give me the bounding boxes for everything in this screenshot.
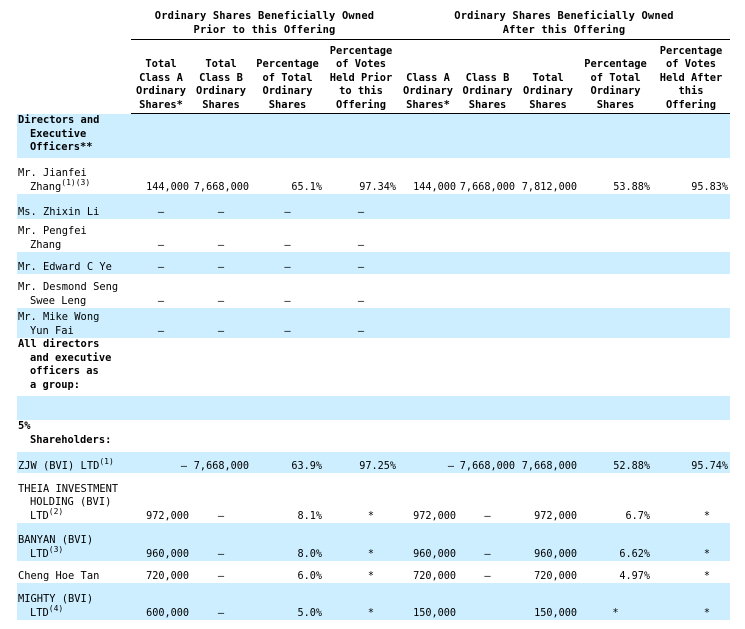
- empty-cell: [517, 396, 579, 420]
- cell-value: *: [703, 510, 711, 522]
- cell-value: [517, 274, 579, 308]
- section-label-line: All directors: [18, 338, 100, 350]
- cell-value: *: [367, 510, 374, 522]
- empty-cell: [191, 396, 251, 420]
- holder-name: [17, 452, 131, 473]
- cell-value: —: [251, 252, 324, 274]
- section-label-line: 5%: [18, 420, 31, 432]
- column-header-5: [398, 40, 458, 114]
- column-header-line: Shares: [468, 98, 507, 111]
- column-header-line: of Total: [590, 71, 641, 84]
- column-header-4: [324, 40, 398, 114]
- section-label-line: Officers**: [30, 141, 93, 153]
- cell-value: —: [191, 194, 251, 219]
- cell-value: [458, 252, 517, 274]
- cell-value: 8.1%: [297, 510, 322, 522]
- column-header-line: Ordinary: [135, 85, 187, 97]
- holder-name: [17, 219, 131, 252]
- holder-name: [17, 274, 131, 308]
- column-header-line: Ordinary: [522, 85, 574, 97]
- empty-cell: [131, 114, 191, 158]
- section-row-shareholders: [17, 420, 730, 452]
- table-row: [17, 452, 730, 473]
- cell-value: 7,668,000: [191, 452, 251, 473]
- cell-value: —: [484, 569, 491, 582]
- empty-cell: [324, 420, 398, 452]
- cell-value: 720,000: [146, 570, 189, 582]
- table-row: [17, 523, 730, 561]
- cell-value: 65.1%: [291, 181, 322, 193]
- column-header-line: Held Prior: [329, 71, 393, 84]
- column-header-6: [458, 40, 517, 114]
- column-header-line: Shares*: [139, 98, 183, 111]
- cell-value: 720,000: [534, 570, 577, 582]
- cell-value: —: [191, 252, 251, 274]
- empty-cell: [251, 396, 324, 420]
- cell-value: 150,000: [517, 583, 579, 620]
- cell-value: *: [324, 583, 398, 620]
- cell-value: 7,812,000: [521, 181, 577, 193]
- holder-name-line: Swee Leng: [30, 294, 87, 307]
- cell-value: —: [284, 238, 291, 251]
- holder-name-line: ZJW (BVI) LTD: [18, 459, 100, 472]
- holder-name: [17, 523, 131, 561]
- column-header-line: Shares: [596, 98, 635, 111]
- holder-name-line: Mr. Pengfei: [18, 225, 87, 237]
- empty-cell: [458, 114, 517, 158]
- column-header-line: Ordinary: [590, 85, 641, 97]
- empty-cell: [458, 420, 517, 452]
- section-label-line: Shareholders:: [30, 433, 112, 446]
- beneficial-ownership-table: [17, 6, 730, 620]
- table-row: [17, 194, 730, 219]
- empty-cell: [579, 114, 652, 158]
- cell-value: —: [324, 308, 398, 338]
- empty-cell: [517, 420, 579, 452]
- cell-value: 6.0%: [297, 570, 322, 582]
- cell-value: —: [284, 294, 291, 307]
- cell-value: [517, 308, 579, 338]
- column-header-line: of Votes: [666, 58, 717, 70]
- holder-name: [17, 308, 131, 338]
- empty-cell: [131, 338, 191, 396]
- empty-cell: [324, 338, 398, 396]
- empty-cell: [324, 114, 398, 158]
- column-header-line: Percentage: [659, 44, 723, 57]
- empty-cell: [398, 338, 458, 396]
- cell-value: —: [191, 308, 251, 338]
- cell-value: —: [131, 194, 191, 219]
- cell-value: [458, 194, 517, 219]
- table-row: [17, 308, 730, 338]
- column-header-line: Shares: [202, 98, 240, 111]
- cell-value: [652, 308, 730, 338]
- table-row: [17, 274, 730, 308]
- cell-value: [652, 274, 730, 308]
- column-header-line: Shares: [268, 98, 307, 111]
- empty-cell: [652, 420, 730, 452]
- holder-name: [17, 194, 131, 219]
- footnote-ref: (4): [48, 603, 64, 613]
- cell-value: [517, 219, 579, 252]
- footnote-ref: (1)(3): [61, 177, 91, 187]
- column-header-line: Ordinary: [402, 85, 454, 97]
- section-label-line: and executive: [30, 351, 112, 364]
- cell-value: 53.88%: [613, 181, 650, 193]
- column-header-line: Ordinary: [462, 85, 513, 97]
- footnote-ref: (1): [99, 456, 114, 466]
- cell-value: —: [131, 308, 191, 338]
- empty-cell: [458, 396, 517, 420]
- holder-name: [17, 158, 131, 194]
- cell-value: 95.74%: [652, 452, 730, 473]
- table-body: [17, 114, 730, 620]
- cell-value: —: [251, 194, 324, 219]
- empty-cell: [398, 396, 458, 420]
- cell-value: —: [157, 238, 165, 251]
- cell-value: 7,668,000: [193, 181, 249, 193]
- group-header-after-line1: Ordinary Shares Beneficially Owned: [454, 10, 674, 22]
- cell-value: 97.25%: [324, 452, 398, 473]
- holder-name-line: HOLDING (BVI): [30, 496, 112, 508]
- holder-name-line: Zhang: [30, 238, 62, 251]
- empty-cell: [324, 396, 398, 420]
- table-row: [17, 561, 730, 583]
- section-row-all_directors: [17, 338, 730, 396]
- cell-value: *: [703, 570, 711, 582]
- holder-name-line: Mr. Jianfei: [18, 167, 87, 179]
- holder-name-line: LTD: [30, 509, 49, 522]
- cell-value: 95.83%: [691, 181, 729, 193]
- section-label-line: Directors and: [18, 114, 100, 126]
- column-header-9: [652, 40, 730, 114]
- holder-name-line: LTD: [30, 547, 49, 560]
- column-header-line: Held After: [659, 71, 723, 84]
- column-header-line: Class B: [199, 71, 243, 84]
- column-header-line: Percentage: [329, 44, 393, 57]
- cell-value: 960,000: [131, 523, 191, 561]
- column-header-line: Total: [145, 58, 177, 70]
- cell-value: [398, 274, 458, 308]
- empty-cell: [398, 420, 458, 452]
- cell-value: [579, 274, 652, 308]
- empty-cell: [191, 338, 251, 396]
- holder-name-line: BANYAN (BVI): [18, 534, 94, 546]
- empty-cell: [517, 338, 579, 396]
- cell-value: —: [191, 583, 251, 620]
- cell-value: 144,000: [413, 181, 456, 193]
- group-header-after-line2: After this Offering: [502, 23, 626, 36]
- cell-value: [579, 194, 652, 219]
- empty-cell: [191, 420, 251, 452]
- group-header-after: [398, 6, 730, 40]
- column-header-line: Ordinary: [195, 85, 247, 97]
- empty-cell: [458, 338, 517, 396]
- cell-value: 5.0%: [251, 583, 324, 620]
- cell-value: —: [357, 238, 365, 251]
- cell-value: [458, 583, 517, 620]
- cell-value: 52.88%: [579, 452, 652, 473]
- section-row-directors: [17, 114, 730, 158]
- section-label: [17, 420, 131, 452]
- holder-name-line: Mr. Edward C Ye: [18, 260, 112, 273]
- cell-value: 150,000: [398, 583, 458, 620]
- holder-name: [17, 252, 131, 274]
- empty-cell: [652, 338, 730, 396]
- column-header-row: [17, 40, 730, 114]
- table-row: [17, 583, 730, 620]
- column-header-2: [191, 40, 251, 114]
- cell-value: —: [324, 194, 398, 219]
- empty-cell: [131, 396, 191, 420]
- cell-value: 97.34%: [359, 181, 396, 193]
- column-header-line: Class A: [406, 71, 450, 84]
- cell-value: —: [191, 523, 251, 561]
- empty-cell: [579, 420, 652, 452]
- holder-name-line: Cheng Hoe Tan: [18, 569, 100, 582]
- cell-value: [517, 194, 579, 219]
- column-header-3: [251, 40, 324, 114]
- holder-name-line: Yun Fai: [30, 324, 74, 337]
- column-header-line: to this: [339, 85, 383, 97]
- cell-value: 972,000: [413, 510, 456, 522]
- cell-value: [458, 219, 517, 252]
- cell-value: 63.9%: [251, 452, 324, 473]
- column-header-line: this: [678, 85, 704, 97]
- cell-value: —: [458, 523, 517, 561]
- empty-cell: [517, 114, 579, 158]
- cell-value: *: [652, 583, 730, 620]
- column-header-line: Total: [532, 71, 564, 84]
- section-label: [17, 114, 131, 158]
- cell-value: [652, 252, 730, 274]
- column-header-1: [131, 40, 191, 114]
- column-header-7: [517, 40, 579, 114]
- cell-value: 8.0%: [251, 523, 324, 561]
- cell-value: [398, 252, 458, 274]
- section-label-line: Executive: [30, 127, 87, 140]
- cell-value: —: [131, 452, 191, 473]
- cell-value: [398, 308, 458, 338]
- cell-value: [652, 194, 730, 219]
- header-blank: [17, 6, 131, 40]
- table-row: [17, 158, 730, 194]
- column-header-line: of Votes: [335, 58, 387, 70]
- cell-value: —: [251, 308, 324, 338]
- holder-name-line: Ms. Zhixin Li: [18, 205, 100, 218]
- cell-value: 972,000: [146, 510, 189, 522]
- spacer-row: [17, 396, 730, 420]
- cell-value: [652, 219, 730, 252]
- cell-value: 4.97%: [619, 570, 650, 582]
- cell-value: —: [357, 294, 365, 307]
- group-header-prior: [131, 6, 398, 40]
- cell-value: —: [217, 509, 225, 522]
- cell-value: —: [217, 294, 225, 307]
- cell-value: —: [157, 294, 165, 307]
- cell-value: [458, 308, 517, 338]
- holder-name-line: Mr. Mike Wong: [18, 311, 100, 323]
- holder-name: [17, 561, 131, 583]
- holder-name-line: THEIA INVESTMENT: [18, 482, 119, 495]
- column-header-line: Offering: [335, 98, 387, 111]
- empty-cell: [398, 114, 458, 158]
- column-header-line: Class A: [139, 71, 183, 84]
- footnote-ref: (2): [48, 506, 64, 516]
- section-label: [17, 338, 131, 396]
- empty-cell: [251, 420, 324, 452]
- table-row: [17, 219, 730, 252]
- column-header-line: Shares*: [406, 98, 450, 111]
- cell-value: [579, 219, 652, 252]
- empty-cell: [579, 338, 652, 396]
- cell-value: 6.62%: [579, 523, 652, 561]
- cell-value: *: [652, 523, 730, 561]
- cell-value: [458, 274, 517, 308]
- empty-cell: [579, 396, 652, 420]
- column-header-line: Shares: [529, 98, 567, 111]
- group-header-prior-line1: Ordinary Shares Beneficially Owned: [154, 10, 375, 22]
- cell-value: [517, 252, 579, 274]
- cell-value: 600,000: [131, 583, 191, 620]
- empty-cell: [131, 420, 191, 452]
- holder-name-line: Zhang: [30, 180, 62, 193]
- column-header-line: of Total: [262, 71, 313, 84]
- empty-cell: [251, 114, 324, 158]
- holder-name-line: Mr. Desmond Seng: [18, 281, 119, 293]
- header-blank-2: [17, 40, 131, 114]
- table-row: [17, 252, 730, 274]
- column-header-line: Total: [205, 58, 237, 70]
- cell-value: —: [484, 509, 491, 522]
- cell-value: [579, 308, 652, 338]
- cell-value: 6.7%: [625, 510, 650, 522]
- holder-name: [17, 583, 131, 620]
- empty-cell: [652, 396, 730, 420]
- column-header-line: Offering: [666, 98, 717, 111]
- cell-value: —: [324, 252, 398, 274]
- column-header-8: [579, 40, 652, 114]
- cell-value: [579, 252, 652, 274]
- column-header-line: Percentage: [256, 58, 319, 70]
- footnote-ref: (3): [48, 544, 64, 554]
- cell-value: 720,000: [413, 570, 456, 582]
- cell-value: 960,000: [398, 523, 458, 561]
- column-header-line: Class B: [465, 71, 510, 84]
- cell-value: [398, 219, 458, 252]
- empty-cell: [251, 338, 324, 396]
- cell-value: —: [131, 252, 191, 274]
- holder-name: [17, 473, 131, 523]
- cell-value: 972,000: [534, 510, 577, 522]
- cell-value: 7,668,000: [459, 181, 515, 193]
- column-header-line: Percentage: [584, 58, 647, 70]
- cell-value: —: [217, 238, 225, 251]
- cell-value: *: [324, 523, 398, 561]
- cell-value: *: [367, 570, 374, 582]
- holder-name-line: MIGHTY (BVI): [18, 593, 94, 605]
- cell-value: —: [398, 452, 458, 473]
- cell-value: 7,668,000: [517, 452, 579, 473]
- cell-value: —: [217, 569, 225, 582]
- cell-value: 144,000: [146, 181, 189, 193]
- section-label-line: officers as: [30, 365, 99, 377]
- empty-cell: [191, 114, 251, 158]
- table-row: [17, 473, 730, 523]
- column-header-line: Ordinary: [262, 85, 313, 97]
- group-header-prior-line2: Prior to this Offering: [193, 23, 336, 36]
- holder-name-line: LTD: [30, 606, 49, 619]
- empty-cell: [652, 114, 730, 158]
- cell-value: *: [579, 583, 652, 620]
- section-label-line: a group:: [30, 378, 81, 391]
- cell-value: 7,668,000: [458, 452, 517, 473]
- cell-value: [398, 194, 458, 219]
- cell-value: 960,000: [517, 523, 579, 561]
- empty-cell: [17, 396, 131, 420]
